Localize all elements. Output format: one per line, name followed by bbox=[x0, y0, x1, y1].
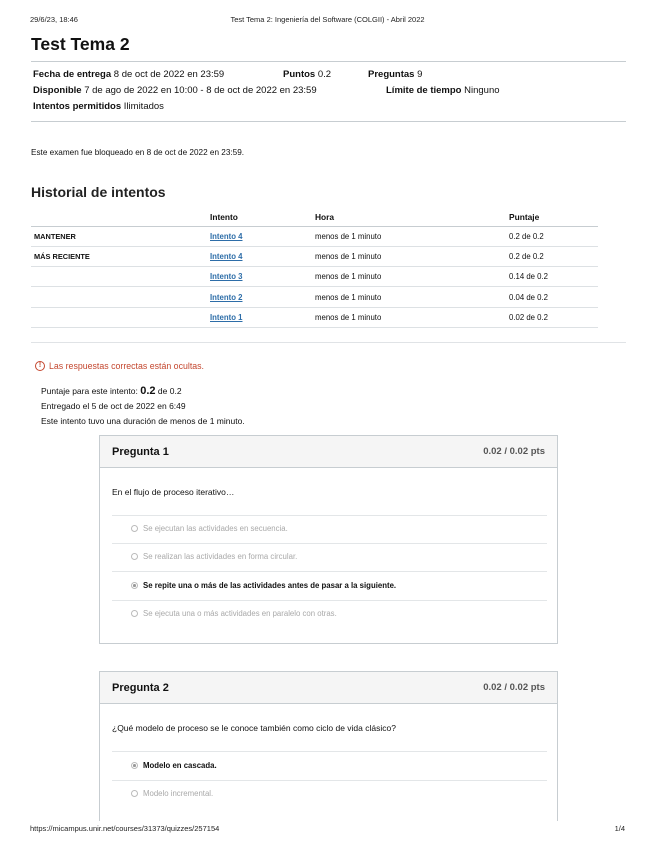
question-card bbox=[99, 671, 558, 821]
locked-note: Este examen fue bloqueado en 8 de oct de 2022 en 23:59. bbox=[31, 148, 245, 157]
table-row bbox=[31, 287, 598, 307]
radio-selected-icon bbox=[131, 582, 138, 589]
score-prefix: Puntaje para este intento: bbox=[41, 386, 138, 396]
table-row bbox=[31, 267, 598, 287]
print-date: 29/6/23, 18:46 bbox=[30, 15, 78, 24]
score-value: 0.2 bbox=[140, 385, 156, 397]
header-label bbox=[31, 208, 207, 226]
warning-icon: ! bbox=[35, 361, 45, 371]
question-title: Pregunta 1 bbox=[112, 446, 169, 458]
attempt-history-table bbox=[31, 208, 598, 328]
page-title: Test Tema 2 bbox=[31, 34, 130, 54]
table-row bbox=[31, 226, 598, 246]
attempt-link[interactable]: Intento 2 bbox=[210, 292, 243, 302]
row-time: menos de 1 minuto bbox=[312, 267, 506, 287]
row-score: 0.2 de 0.2 bbox=[506, 226, 598, 246]
score-suffix: de 0.2 bbox=[157, 386, 182, 396]
option-label: Se realizan las actividades en forma circular. bbox=[143, 552, 298, 561]
option-divider bbox=[112, 751, 547, 752]
history-bottom-divider bbox=[31, 342, 626, 343]
submitted-text: Entregado el 5 de oct de 2022 en 6:49 bbox=[41, 401, 186, 411]
option-divider bbox=[112, 780, 547, 781]
available-label: Disponible bbox=[33, 85, 82, 96]
attempt-link[interactable]: Intento 4 bbox=[210, 231, 243, 241]
attempt-link[interactable]: Intento 3 bbox=[210, 272, 243, 282]
row-score: 0.04 de 0.2 bbox=[506, 287, 598, 307]
points-value: 0.2 bbox=[317, 69, 332, 80]
row-score: 0.02 de 0.2 bbox=[506, 307, 598, 327]
table-header-row bbox=[31, 208, 598, 226]
answer-option bbox=[131, 552, 297, 561]
answer-option-selected bbox=[131, 761, 217, 770]
row-time: menos de 1 minuto bbox=[312, 226, 506, 246]
time-limit-label: Límite de tiempo bbox=[386, 85, 462, 96]
question-points: 0.02 / 0.02 pts bbox=[483, 682, 545, 693]
row-label bbox=[31, 287, 207, 307]
attempt-link[interactable]: Intento 1 bbox=[210, 312, 243, 322]
row-time: menos de 1 minuto bbox=[312, 307, 506, 327]
answer-option bbox=[131, 524, 288, 533]
due-value: 8 de oct de 2022 en 23:59 bbox=[113, 69, 225, 80]
row-score: 0.14 de 0.2 bbox=[506, 267, 598, 287]
attempt-score bbox=[41, 385, 182, 397]
hidden-answers-text: Las respuestas correctas están ocultas. bbox=[49, 361, 205, 371]
option-label: Se repite una o más de las actividades antes de pasar a la siguiente. bbox=[143, 581, 397, 590]
questions-value: 9 bbox=[417, 69, 423, 80]
option-divider bbox=[112, 543, 547, 544]
questions-meta bbox=[368, 69, 422, 80]
radio-icon bbox=[131, 525, 138, 532]
row-label: MANTENER bbox=[31, 226, 207, 246]
hidden-answers-notice bbox=[35, 361, 204, 371]
row-label bbox=[31, 307, 207, 327]
duration-text: Este intento tuvo una duración de menos de 1 minuto. bbox=[41, 416, 245, 426]
radio-selected-icon bbox=[131, 762, 138, 769]
header-attempt: Intento bbox=[207, 208, 312, 226]
question-header bbox=[100, 672, 557, 704]
question-header bbox=[100, 436, 557, 468]
history-title: Historial de intentos bbox=[31, 184, 166, 200]
answer-option bbox=[131, 789, 213, 798]
table-row bbox=[31, 246, 598, 266]
option-label: Modelo en cascada. bbox=[143, 761, 217, 770]
table-row bbox=[31, 307, 598, 327]
row-time: menos de 1 minuto bbox=[312, 246, 506, 266]
answer-option-selected bbox=[131, 581, 396, 590]
page-number: 1/4 bbox=[614, 824, 625, 833]
option-label: Se ejecuta una o más actividades en paralelo con otras. bbox=[143, 609, 337, 618]
question-card bbox=[99, 435, 558, 644]
points-meta bbox=[283, 69, 331, 80]
option-label: Se ejecutan las actividades en secuencia. bbox=[143, 524, 288, 533]
radio-icon bbox=[131, 610, 138, 617]
question-title: Pregunta 2 bbox=[112, 682, 169, 694]
points-label: Puntos bbox=[283, 69, 316, 80]
due-label: Fecha de entrega bbox=[33, 69, 112, 80]
print-header bbox=[30, 15, 625, 27]
print-url: https://micampus.unir.net/courses/31373/quizzes/257154 bbox=[30, 824, 220, 833]
answer-option bbox=[131, 609, 337, 618]
meta-row-2 bbox=[33, 85, 317, 96]
questions-label: Preguntas bbox=[368, 69, 415, 80]
row-score: 0.2 de 0.2 bbox=[506, 246, 598, 266]
question-text: En el flujo de proceso iterativo… bbox=[112, 487, 235, 497]
question-text: ¿Qué modelo de proceso se le conoce también como ciclo de vida clásico? bbox=[112, 723, 396, 733]
option-label: Modelo incremental. bbox=[143, 789, 214, 798]
option-divider bbox=[112, 600, 547, 601]
meta-divider bbox=[31, 121, 626, 122]
header-score: Puntaje bbox=[506, 208, 598, 226]
title-divider bbox=[31, 61, 626, 62]
radio-icon bbox=[131, 790, 138, 797]
attempts-value: Ilimitados bbox=[123, 101, 164, 112]
time-limit-value: Ninguno bbox=[464, 85, 500, 96]
time-limit-meta bbox=[386, 85, 500, 96]
attempts-label: Intentos permitidos bbox=[33, 101, 122, 112]
row-label bbox=[31, 267, 207, 287]
option-divider bbox=[112, 515, 547, 516]
meta-row-1 bbox=[33, 69, 224, 80]
header-time: Hora bbox=[312, 208, 506, 226]
row-label: MÁS RECIENTE bbox=[31, 246, 207, 266]
meta-row-3 bbox=[33, 101, 164, 112]
question-points: 0.02 / 0.02 pts bbox=[483, 446, 545, 457]
radio-icon bbox=[131, 553, 138, 560]
option-divider bbox=[112, 571, 547, 572]
print-doc-title: Test Tema 2: Ingeniería del Software (COLGII) - Abril 2022 bbox=[230, 15, 425, 24]
row-time: menos de 1 minuto bbox=[312, 287, 506, 307]
attempt-link[interactable]: Intento 4 bbox=[210, 251, 243, 261]
available-value: 7 de ago de 2022 en 10:00 - 8 de oct de 2022 en 23:59 bbox=[84, 85, 317, 96]
